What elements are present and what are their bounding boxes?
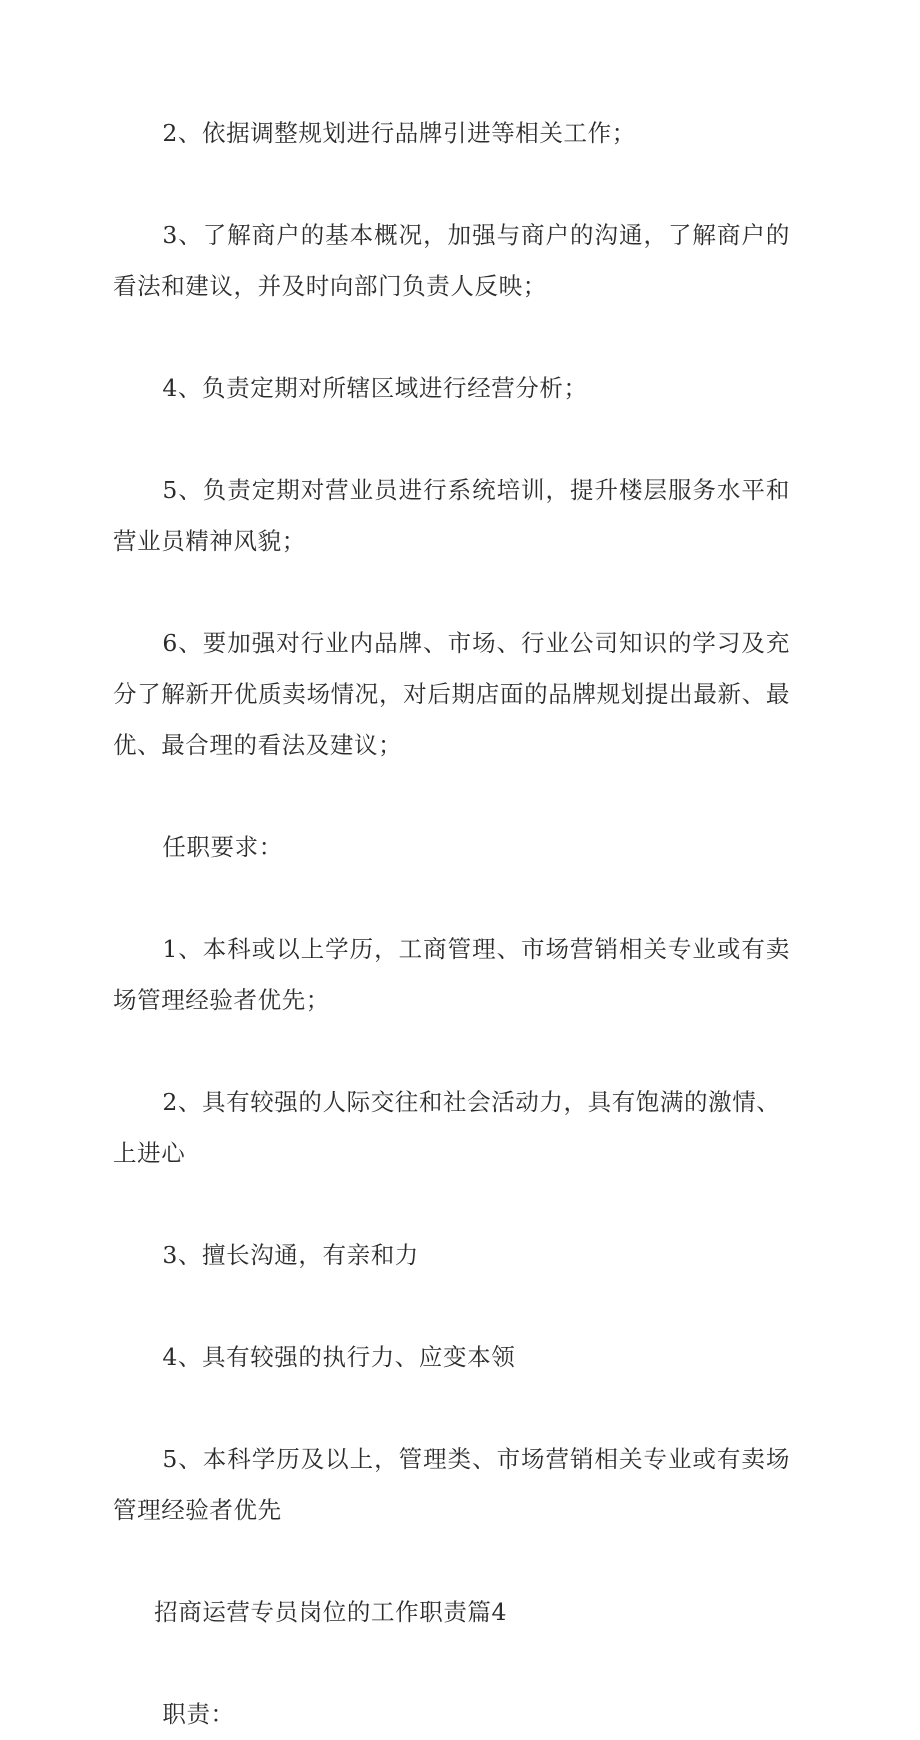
paragraph-requirement-1: 1、本科或以上学历，工商管理、市场营销相关专业或有卖场管理经验者优先； — [113, 935, 790, 1014]
paragraph-duty-6: 6、要加强对行业内品牌、市场、行业公司知识的学习及充分了解新开优质卖场情况，对后期店面的品牌规划提出最新、最优、最合理的看法及建议； — [113, 629, 790, 759]
paragraph-spacer — [113, 1638, 790, 1689]
article-heading-4: 招商运营专员岗位的工作职责篇4 — [154, 1598, 508, 1626]
paragraph-spacer — [113, 873, 790, 924]
paragraph-spacer — [113, 1536, 790, 1587]
paragraph-duty-2: 2、依据调整规划进行品牌引进等相关工作； — [162, 119, 636, 147]
paragraph-spacer — [113, 159, 790, 210]
paragraph-requirement-3: 3、擅长沟通，有亲和力 — [162, 1241, 419, 1269]
paragraph-spacer — [113, 771, 790, 822]
paragraph-duty-4: 4、负责定期对所辖区域进行经营分析； — [162, 374, 588, 402]
paragraph-spacer — [113, 1026, 790, 1077]
heading-duties: 职责： — [162, 1700, 235, 1728]
paragraph-spacer — [113, 1383, 790, 1434]
paragraph-spacer — [113, 1179, 790, 1230]
paragraph-spacer — [113, 567, 790, 618]
document-body — [113, 108, 790, 1740]
paragraph-duty-5: 5、负责定期对营业员进行系统培训，提升楼层服务水平和营业员精神风貌； — [113, 476, 790, 555]
heading-requirements: 任职要求： — [162, 833, 283, 861]
paragraph-spacer — [113, 414, 790, 465]
paragraph-requirement-2: 2、具有较强的人际交往和社会活动力，具有饱满的激情、上进心 — [113, 1088, 781, 1167]
paragraph-requirement-4: 4、具有较强的执行力、应变本领 — [162, 1343, 516, 1371]
paragraph-duty-3: 3、了解商户的基本概况，加强与商户的沟通，了解商户的看法和建议，并及时向部门负责人反映； — [113, 221, 790, 300]
paragraph-spacer — [113, 312, 790, 363]
paragraph-spacer — [113, 1281, 790, 1332]
paragraph-requirement-5: 5、本科学历及以上，管理类、市场营销相关专业或有卖场管理经验者优先 — [113, 1445, 790, 1524]
